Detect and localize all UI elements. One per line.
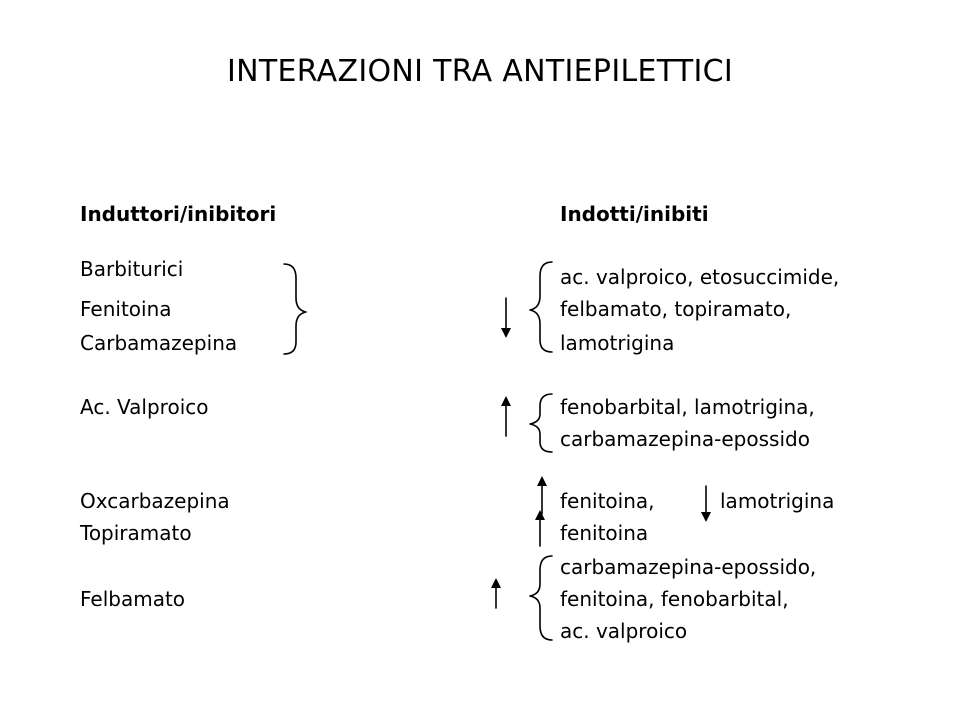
header-inducers: Induttori/inibitori bbox=[80, 202, 277, 226]
arrow-down-icon-head bbox=[701, 512, 711, 522]
inducer-ac-valproico: Ac. Valproico bbox=[80, 395, 209, 419]
left-curly-brace-icon bbox=[530, 556, 552, 640]
target-line-7: fenitoina, fenobarbital, bbox=[560, 587, 789, 611]
inducer-barbiturici: Barbiturici bbox=[80, 257, 184, 281]
inducer-carbamazepina: Carbamazepina bbox=[80, 331, 238, 355]
target-lamotrigina: lamotrigina bbox=[720, 489, 835, 513]
arrow-up-icon-head bbox=[537, 476, 547, 486]
slide-title: INTERAZIONI TRA ANTIEPILETTICI bbox=[226, 54, 734, 89]
target-fenitoina-2: fenitoina bbox=[560, 521, 649, 545]
left-curly-brace-icon bbox=[530, 394, 552, 452]
target-fenitoina-1: fenitoina, bbox=[560, 489, 655, 513]
inducer-fenitoina: Fenitoina bbox=[80, 297, 172, 321]
inducer-felbamato: Felbamato bbox=[80, 587, 186, 611]
target-line-1: ac. valproico, etosuccimide, bbox=[560, 265, 840, 289]
arrow-down-icon-head bbox=[501, 328, 511, 338]
arrow-up-icon-head bbox=[501, 396, 511, 406]
target-line-4: fenobarbital, lamotrigina, bbox=[560, 395, 815, 419]
left-curly-brace-icon bbox=[530, 262, 552, 352]
target-line-3: lamotrigina bbox=[560, 331, 675, 355]
arrow-up-icon-head bbox=[491, 578, 501, 588]
target-line-5: carbamazepina-epossido bbox=[560, 427, 810, 451]
right-curly-brace-icon bbox=[284, 264, 306, 354]
target-line-6: carbamazepina-epossido, bbox=[560, 555, 817, 579]
target-line-8: ac. valproico bbox=[560, 619, 688, 643]
arrow-up-icon-head bbox=[535, 510, 545, 520]
inducer-topiramato: Topiramato bbox=[80, 521, 192, 545]
target-line-2: felbamato, topiramato, bbox=[560, 297, 792, 321]
inducer-oxcarbazepina: Oxcarbazepina bbox=[80, 489, 230, 513]
header-targets: Indotti/inibiti bbox=[560, 202, 709, 226]
